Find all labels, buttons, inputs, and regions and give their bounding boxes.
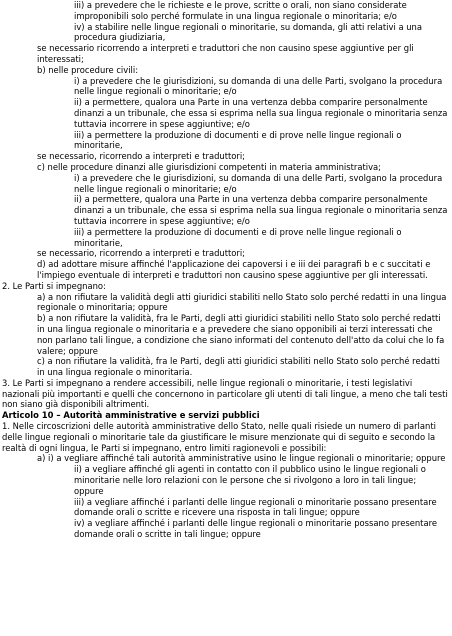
paragraph: i) a prevedere che le giurisdizioni, su domanda di una delle Parti, svolgano la procedura nelle lingue regionali o minoritarie; e/o	[74, 75, 443, 97]
paragraph: a) i) a vegliare affinché tali autorità amministrative usino le lingue regionali o minoritarie; oppure	[37, 453, 446, 464]
paragraph: se necessario, ricorrendo a interpreti e traduttori;	[37, 151, 245, 162]
paragraph: iii) a permettere la produzione di documenti e di prove nelle lingue regionali o minoritarie,	[74, 129, 402, 151]
paragraph: ii) a vegliare affinché gli agenti in contatto con il pubblico usino le lingue regionali o minoritarie nelle loro relazioni con le persone che si rivolgono a loro in tali lingue; oppure	[74, 464, 426, 496]
paragraph: iii) a vegliare affinché i parlanti delle lingue regionali o minoritarie possano presentare domande orali o scritte e ricevere una risposta in tali lingue; oppure	[74, 496, 437, 518]
paragraph: d) ad adottare misure affinché l'applicazione dei capoversi i e iii dei paragrafi b e c succitati e l'impiego eventuale di interpreti e traduttori non causino spese aggiuntive per gli interessati.	[37, 259, 431, 280]
paragraph: 3. Le Parti si impegnano a rendere accessibili, nelle lingue regionali o minoritarie, i testi legislativi nazionali più importanti e quelli che concernono in particolare gli utenti di tali lingue, a meno che tali testi non siano già disponibili altrimenti.	[2, 377, 448, 410]
paragraph: ii) a permettere, qualora una Parte in una vertenza debba comparire personalmente dinanzi a un tribunale, che essa si esprima nella sua lingua regionale o minoritaria senza tuttavia incorrere in spese aggiuntive; e/o	[74, 194, 448, 226]
paragraph: c) a non rifiutare la validità, fra le Parti, degli atti giuridici stabiliti nello Stato solo perché redatti in una lingua regionale o minoritaria.	[37, 356, 440, 378]
paragraph: b) nelle procedure civili:	[37, 64, 139, 75]
paragraph: c) nelle procedure dinanzi alle giurisdizioni competenti in materia amministrativa;	[37, 161, 381, 172]
paragraph: iii) a permettere la produzione di documenti e di prove nelle lingue regionali o minoritarie,	[74, 226, 402, 248]
paragraph: a) a non rifiutare la validità degli atti giuridici stabiliti nello Stato solo perché redatti in una lingua regionale o minoritaria; oppure	[37, 291, 447, 313]
paragraph: se necessario, ricorrendo a interpreti e traduttori;	[37, 248, 245, 259]
article-heading: Articolo 10 – Autorità amministrative e servizi pubblici	[2, 410, 260, 421]
paragraph: iv) a vegliare affinché i parlanti delle lingue regionali o minoritarie possano presentare domande orali o scritte in tali lingue; oppure	[74, 518, 437, 540]
paragraph: ii) a permettere, qualora una Parte in una vertenza debba comparire personalmente dinanzi a un tribunale, che essa si esprima nella sua lingua regionale o minoritaria senza tuttavia incorrere in spese aggiuntive; e/o	[74, 97, 448, 129]
paragraph: i) a prevedere che le giurisdizioni, su domanda di una delle Parti, svolgano la procedura nelle lingue regionali o minoritarie; e/o	[74, 172, 443, 194]
paragraph: 1. Nelle circoscrizioni delle autorità amministrative dello Stato, nelle quali risiede un numero di parlanti delle lingue regionali o minoritarie tale da giustificare le misure menzionate qui di seguito e secondo la realtà di ogni lingua, le Parti si impegnano, entro limiti ragionevoli e possibili:	[2, 421, 436, 453]
paragraph: iv) a stabilire nelle lingue regionali o minoritarie, su domanda, gli atti relativi a una procedura giudiziaria,	[74, 21, 422, 43]
paragraph: b) a non rifiutare la validità, fra le Parti, degli atti giuridici stabiliti nello Stato solo perché redatti in una lingua regionale o minoritaria e a prevedere che siano opponibili ai terzi interessati che non parlano tali lingue, a condizione che siano informati del contenuto dell'atto da colui che lo fa valere; oppure	[37, 313, 445, 356]
paragraph: iii) a prevedere che le richieste e le prove, scritte o orali, non siano considerate improponibili solo perché formulate in una lingua regionale o minoritaria; e/o	[74, 0, 407, 21]
paragraph: 2. Le Parti si impegnano:	[2, 280, 106, 291]
paragraph: se necessario ricorrendo a interpreti e traduttori che non causino spese aggiuntive per gli interessati;	[37, 43, 414, 64]
